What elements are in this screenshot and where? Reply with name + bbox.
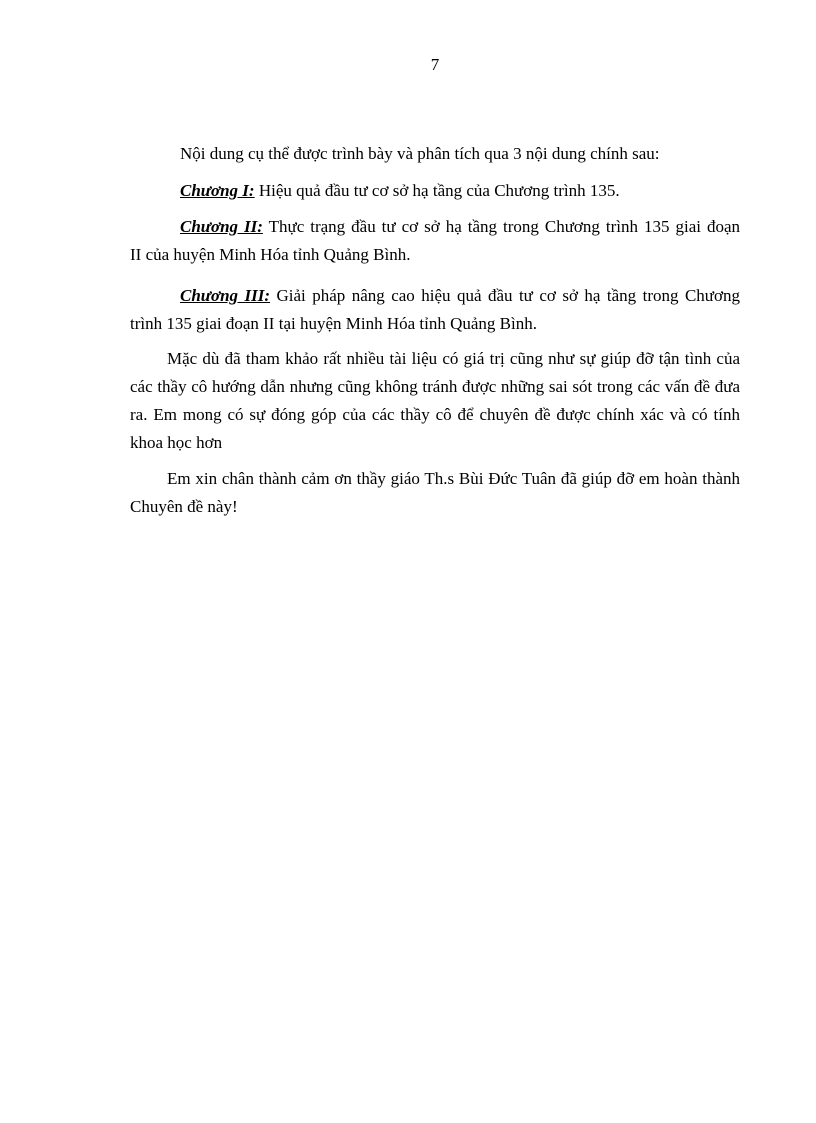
intro-paragraph: Nội dung cụ thể được trình bày và phân tích qua 3 nội dung chính sau: xyxy=(180,144,660,163)
thanks-paragraph: Em xin chân thành cảm ơn thầy giáo Th.s Bùi Đức Tuân đã giúp đỡ em hoàn thành Chuyên đề này! xyxy=(130,469,740,516)
chapter-2-text-line1: Thực trạng đầu tư cơ sở hạ tầng trong Chương trình 135 giai đoạn xyxy=(262,217,740,236)
chapter-2-item xyxy=(180,213,740,241)
chapter-1-text: Hiệu quả đầu tư cơ sở hạ tầng của Chương trình 135. xyxy=(254,181,620,200)
chapter-2-text-line2: II của huyện Minh Hóa tỉnh Quảng Bình. xyxy=(130,245,411,264)
chapter-1-label: Chương I: xyxy=(180,181,255,200)
chapter-3-item xyxy=(180,282,740,310)
acknowledgement-paragraph: Mặc dù đã tham khảo rất nhiều tài liệu có giá trị cũng như sự giúp đỡ tận tình của các thầy cô hướng dẫn nhưng cũng không tránh được những sai sót trong các vấn đề đưa ra. Em mong có sự đóng góp của các thầy cô để chuyên đề được chính xác và có tính khoa học hơn xyxy=(130,349,740,452)
page-number: 7 xyxy=(430,55,440,74)
chapter-2-label: Chương II: xyxy=(180,217,263,236)
chapter-3-text-line1: Giải pháp nâng cao hiệu quả đầu tư cơ sở hạ tầng trong Chương xyxy=(270,286,740,305)
chapter-1-item xyxy=(180,177,740,205)
chapter-3-text-line2: trình 135 giai đoạn II tại huyện Minh Hóa tỉnh Quảng Bình. xyxy=(130,314,537,333)
chapter-3-label: Chương III: xyxy=(180,286,271,305)
